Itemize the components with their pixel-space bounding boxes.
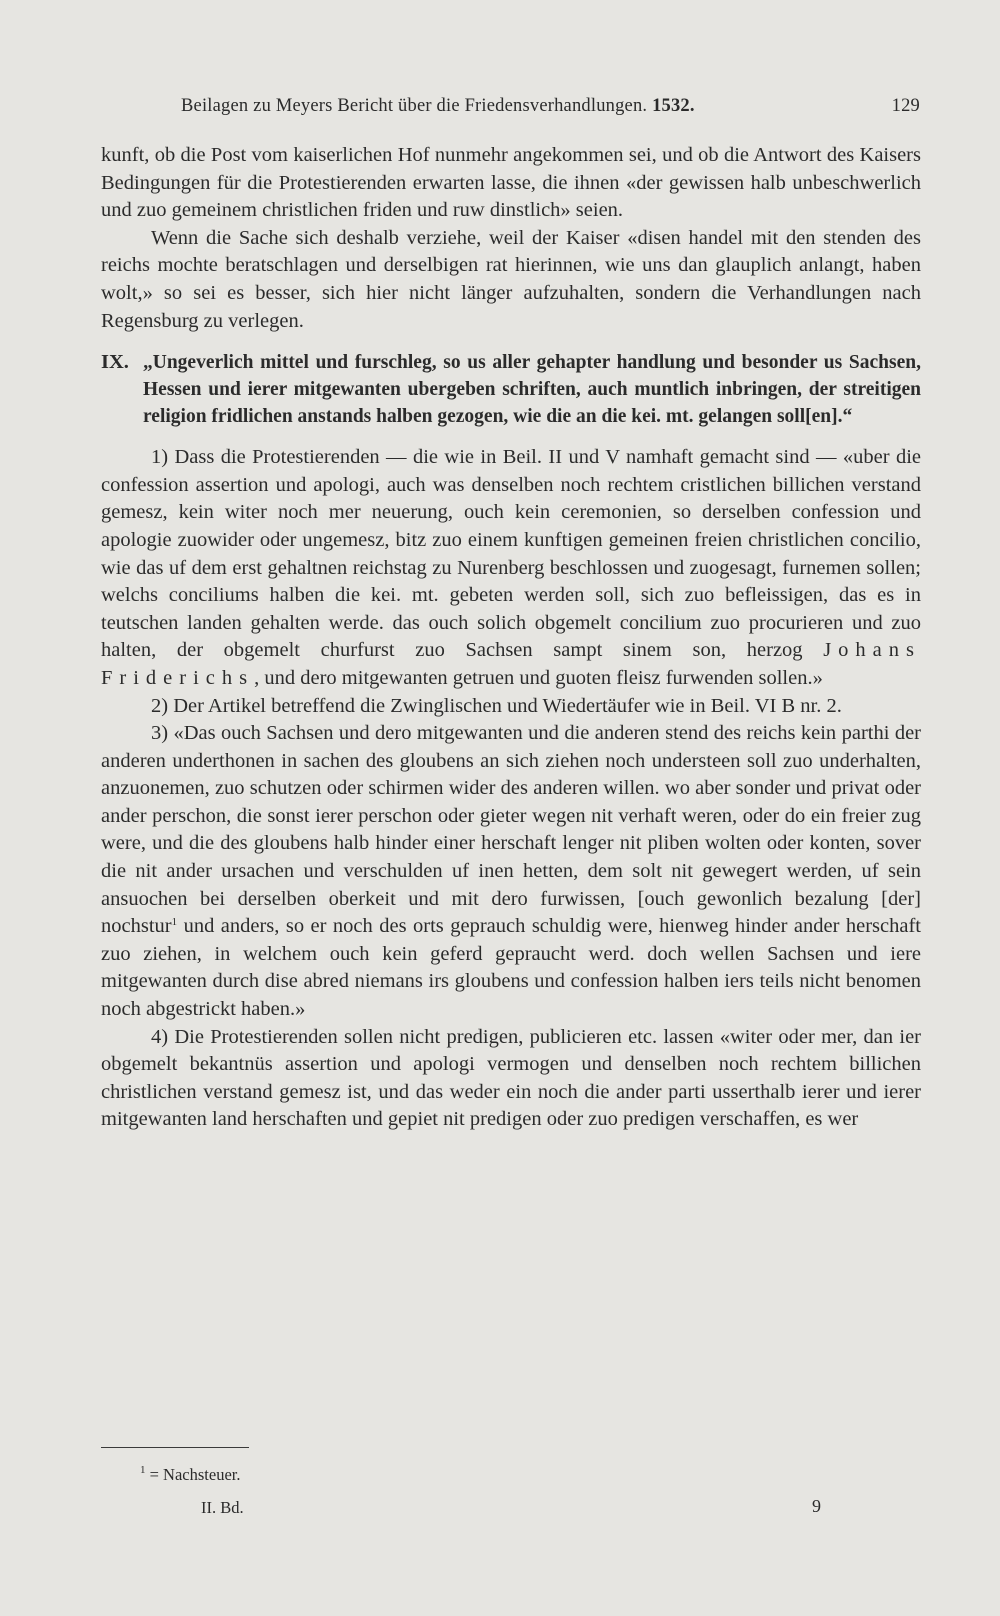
item-1 (101, 444, 921, 692)
footnote-rule (101, 1447, 249, 1448)
header-year: 1532. (652, 96, 695, 116)
running-header (181, 96, 920, 124)
item-1-text-end: , und dero mitgewanten getruen und guoten fleisz furwenden sollen.» (254, 666, 823, 689)
section-heading: „Ungeverlich mittel und furschleg, so us aller gehapter handlung und besonder us Sachsen, Hessen und ierer mitgewanten ubergeben schriften, auch muntlich inbringen, der streitigen religion fridlichen anstands halben gezogen, wie die an die kei. mt. gelangen soll[en].“ (143, 352, 921, 428)
header-title-text: Beilagen zu Meyers Bericht über die Friedensverhandlungen. (181, 96, 648, 116)
volume-mark: II. Bd. (201, 1498, 244, 1517)
item-4: 4) Die Protestierenden sollen nicht predigen, publicieren etc. lassen «witer oder mer, dan ier obgemelt bekantnüs assertion und apologi vermogen und denselben noch rechtem billichen christlichen verstand gemesz ist, und das weder ein noch die ander parti usserthalb ierer und ierer mitgewanten land herschaften und gepiet nit predigen oder zuo predigen verschaffen, es wer (101, 1025, 921, 1131)
item-3-text-end: und anders, so er noch des orts geprauch schuldig were, hienweg hinder ander herschaft zuo ziehen, in welchem ouch kein geferd gepraucht werd. doch wellen Sachsen und iere mitgewanten durch dise abred niemans irs gloubens und confession halben iers teils nicht benomen noch abgestrickt haben.» (101, 915, 921, 1021)
page-number: 129 (891, 96, 920, 116)
paragraph: Wenn die Sache sich deshalb verziehe, weil der Kaiser «disen handel mit den stenden des reichs mochte beratschlagen und derselbigen rat hierinnen, wie uns dan glauplich anlangt, haben wolt,» so sei es besser, sich hier nicht länger aufzuhalten, sondern die Verhandlungen nach Regensburg zu verlegen. (101, 226, 921, 332)
body-text (101, 142, 921, 1134)
item-2: 2) Der Artikel betreffend die Zwinglischen und Wiedertäufer wie in Beil. VI B nr. 2. (151, 694, 842, 717)
section-spacer (101, 335, 921, 349)
footnote (140, 1465, 240, 1485)
footnote-marker: 1 (140, 1464, 146, 1476)
section-number: IX. (101, 351, 129, 374)
header-title (181, 96, 695, 117)
spaced-name: Johans Friderichs (101, 639, 922, 689)
item-3 (101, 720, 921, 1024)
section-spacer (101, 430, 921, 444)
paragraph-continuation: kunft, ob die Post vom kaiserlichen Hof nunmehr angekommen sei, und ob die Antwort des Kaisers Bedingungen für die Protestierenden erwarten lasse, die ihnen «der gewissen halb unbeschwerlich und zuo gemeinem christlichen friden und ruw dinstlich» seien. (101, 144, 921, 222)
footnote-text: = Nachsteuer. (149, 1465, 241, 1484)
signature-mark: 9 (812, 1496, 821, 1516)
item-3-text: 3) «Das ouch Sachsen und dero mitgewanten und die anderen stend des reichs kein parthi der anderen underthonen in sachen des gloubens an sich ziehen noch understeen soll zuo underhalten, anzuonemen, zuo schutzen oder schirmen wider des anderen willen. wo aber sonder und privat oder ander perschon, die sonst ierer perschon oder gieter wegen nit verhaft weren, oder do ein freier zug were, und die des gloubens halb hinder einer herschaft lenger nit pliben wolten oder konten, sover die nit ander ursachen und verschulden uf inen hetten, dem solt nit gewegert werden, uf sein ansuochen bei derselben oberkeit und mit dero furwissen, [ouch gewonlich bezalung [der] nochstur (101, 722, 921, 938)
section-heading-block (101, 349, 921, 430)
footnote-ref: 1 (171, 916, 178, 929)
item-1-text: 1) Dass die Protestierenden — die wie in Beil. II und V namhaft gemacht sind — «uber die confession assertion und apologi, auch was denselben noch rechtem cristlichen billichen verstand gemesz, kein witer noch mer neuerung, ouch kein ceremonien, so derselben confession und apologie zuowider oder ungemesz, bitz zuo einem kunftigen gemeinen freien christlichen concilio, wie das uf dem erst gehaltnen reichstag zu Nurenberg beschlossen und zuogesagt, furnemen sollen; welchs conciliums halben die kei. mt. gebeten werden soll, sich zuo befleissigen, das es in teutschen landen gehalten werde. das ouch solich obgemelt concilium zuo procurieren und zuo halten, der obgemelt churfurst zuo Sachsen sampt sinem son, herzog (101, 446, 921, 662)
